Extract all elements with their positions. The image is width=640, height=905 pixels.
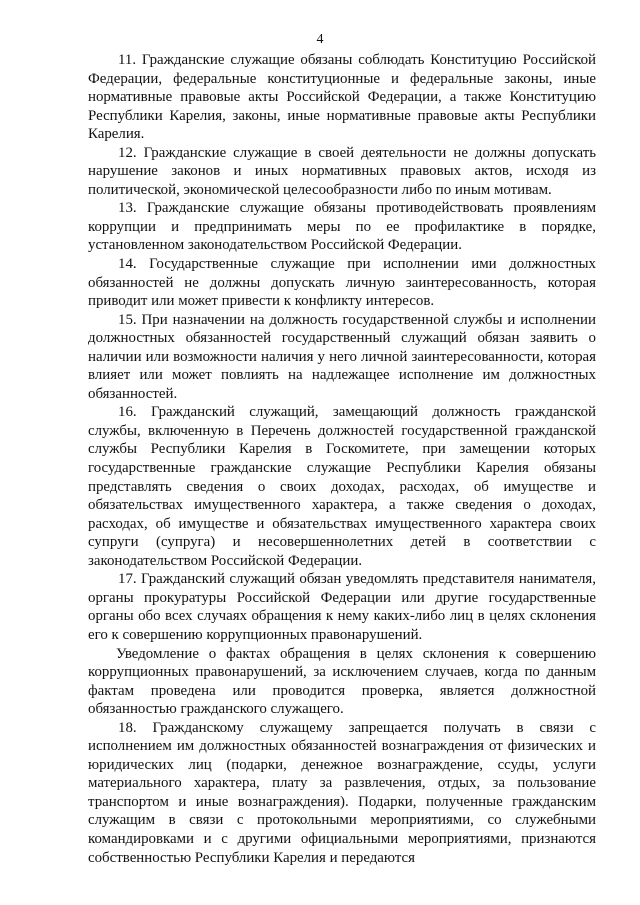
paragraph-13: 13. Гражданские служащие обязаны противодействовать проявлениям коррупции и предпринимать меры по ее профилактике в порядке, установленном законодательством Российской Федерации. xyxy=(88,200,596,254)
paragraph-17-notice: Уведомление о фактах обращения в целях склонения к совершению коррупционных правонарушений, за исключением случаев, когда по данным фактам проведена или проводится проверка, является должностной обязанностью гражданского служащего. xyxy=(88,645,596,718)
paragraph-16: 16. Гражданский служащий, замещающий должность гражданской службы, включенную в Перечень должностей государственной гражданской службы Республики Карелия в Госкомитете, при замещении которых государственные гражданские служащие Республики Карелия обязаны представлять сведения о своих доходах, расходах, об имуществе и обязательствах имущественного характера, а также сведения о доходах, расходах, об имуществе и обязательствах имущественного характера своих супруги (супруга) и несовершеннолетних детей в соответствии с законодательством Российской Федерации. xyxy=(88,404,596,569)
page-number: 4 xyxy=(316,32,324,47)
paragraph-11: 11. Гражданские служащие обязаны соблюдать Конституцию Российской Федерации, федеральные конституционные и федеральные законы, иные нормативные правовые акты Российской Федерации, а также Конституцию Республики Карелия, законы, иные нормативные правовые акты Республики Карелия. xyxy=(88,52,596,143)
paragraph-17: 17. Гражданский служащий обязан уведомлять представителя нанимателя, органы прокуратуры Российской Федерации или другие государственные органы обо всех случаях обращения к нему каких-либо лиц в целях склонения его к совершению коррупционных правонарушений. xyxy=(88,571,596,643)
document-body xyxy=(88,51,596,867)
paragraph-15: 15. При назначении на должность государственной службы и исполнении должностных обязанностей государственный служащий обязан заявить о наличии или возможности наличия у него личной заинтересованности, которая влияет или может повлиять на надлежащее исполнение им должностных обязанностей. xyxy=(88,311,596,402)
paragraph-12: 12. Гражданские служащие в своей деятельности не должны допускать нарушение законов и иных нормативных правовых актов, исходя из политической, экономической целесообразности либо по иным мотивам. xyxy=(88,144,596,198)
paragraph-18: 18. Гражданскому служащему запрещается получать в связи с исполнением им должностных обязанностей вознаграждения от физических и юридических лиц (подарки, денежное вознаграждение, ссуды, услуги материального характера, плату за развлечения, отдых, за пользование транспортом и иные вознаграждения). Подарки, полученные гражданским служащим в связи с протокольными мероприятиями, со служебными командировками и с другими официальными мероприятиями, признаются собственностью Республики Карелия и передаются xyxy=(88,719,596,866)
paragraph-14: 14. Государственные служащие при исполнении ими должностных обязанностей не должны допускать личную заинтересованность, которая приводит или может привести к конфликту интересов. xyxy=(88,256,596,310)
